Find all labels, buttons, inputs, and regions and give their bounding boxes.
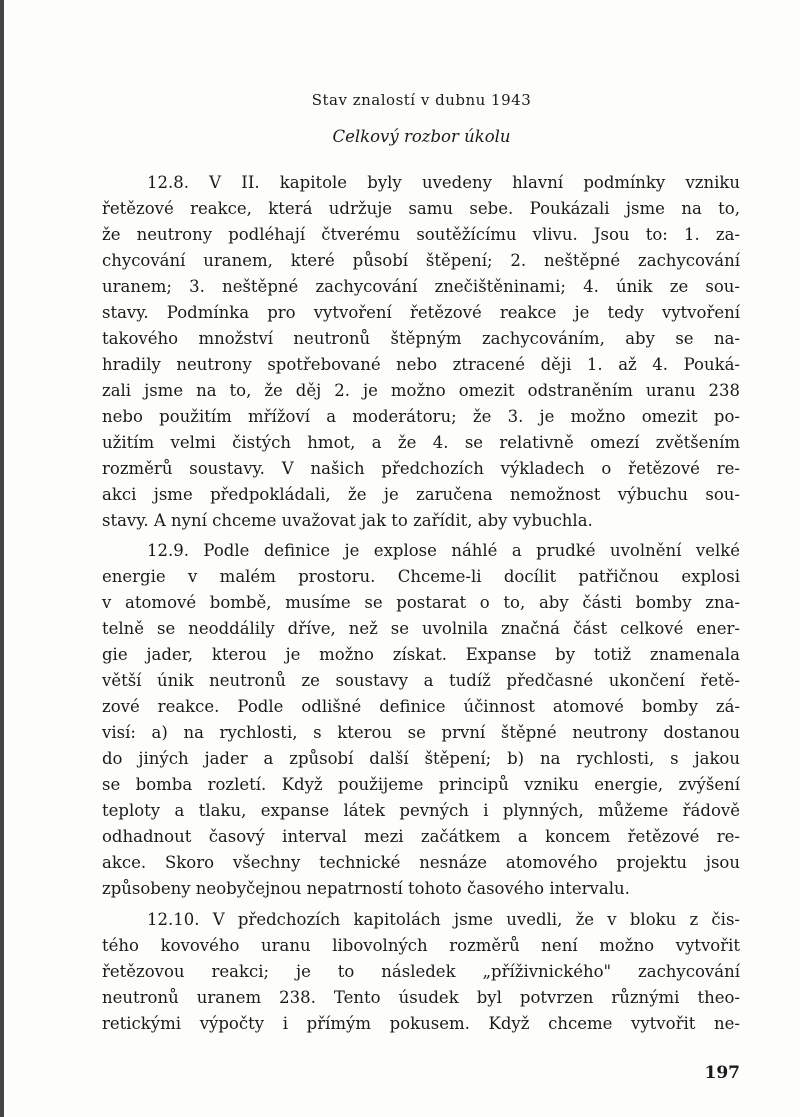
- section-title: Celkový rozbor úkolu: [332, 127, 511, 146]
- text-line: tého kovového uranu libovolných rozměrů není možno vytvořit: [102, 936, 740, 955]
- text-line: že neutrony podléhají čtverému soutěžícímu vlivu. Jsou to: 1. za-: [102, 225, 740, 244]
- text-line: stavy. A nyní chceme uvažovat jak to zařídit, aby vybuchla.: [102, 511, 593, 530]
- text-line: telně se neoddálily dříve, než se uvolnila značná část celkové ener-: [102, 619, 740, 638]
- text-line: akce. Skoro všechny technické nesnáze atomového projektu jsou: [102, 853, 740, 872]
- text-line: akci jsme předpokládali, že je zaručena nemožnost výbuchu sou-: [102, 485, 740, 504]
- text-line: chycování uranem, které působí štěpení; 2. neštěpné zachycování: [102, 251, 740, 270]
- text-line: retickými výpočty i přímým pokusem. Když chceme vytvořit ne-: [102, 1014, 740, 1033]
- running-head: Stav znalostí v dubnu 1943: [311, 91, 532, 109]
- text-line: 12.8. V II. kapitole byly uvedeny hlavní podmínky vzniku: [147, 173, 740, 192]
- page-binding-edge: [0, 0, 4, 1117]
- text-line: v atomové bombě, musíme se postarat o to, aby části bomby zna-: [102, 593, 740, 612]
- text-line: větší únik neutronů ze soustavy a tudíž předčasné ukončení řetě-: [102, 671, 740, 690]
- text-line: odhadnout časový interval mezi začátkem a koncem řetězové re-: [102, 827, 740, 846]
- text-line: zové reakce. Podle odlišné definice účinnost atomové bomby zá-: [102, 697, 740, 716]
- text-line: rozměrů soustavy. V našich předchozích výkladech o řetězové re-: [102, 459, 740, 478]
- text-line: neutronů uranem 238. Tento úsudek byl potvrzen různými theo-: [102, 988, 740, 1007]
- text-line: hradily neutrony spotřebované nebo ztracené ději 1. až 4. Pouká-: [102, 355, 740, 374]
- text-line: uranem; 3. neštěpné zachycování znečištěninami; 4. únik ze sou-: [102, 277, 740, 296]
- text-line: řetězové reakce, která udržuje samu sebe. Poukázali jsme na to,: [102, 199, 740, 218]
- text-line: visí: a) na rychlosti, s kterou se první štěpné neutrony dostanou: [102, 723, 740, 742]
- text-line: teploty a tlaku, expanse látek pevných i plynných, můžeme řádově: [102, 801, 740, 820]
- text-line: se bomba rozletí. Když použijeme principů vzniku energie, zvýšení: [102, 775, 740, 794]
- page-number: 197: [704, 1063, 740, 1083]
- text-line: do jiných jader a způsobí další štěpení; b) na rychlosti, s jakou: [102, 749, 740, 768]
- text-line: nebo použitím mřížoví a moderátoru; že 3. je možno omezit po-: [102, 407, 740, 426]
- text-line: zali jsme na to, že děj 2. je možno omezit odstraněním uranu 238: [102, 381, 740, 400]
- text-line: 12.10. V předchozích kapitolách jsme uvedli, že v bloku z čis-: [147, 910, 740, 929]
- text-line: gie jader, kterou je možno získat. Expanse by totiž znamenala: [102, 645, 740, 664]
- text-line: takového množství neutronů štěpným zachycováním, aby se na-: [102, 329, 740, 348]
- text-line: způsobeny neobyčejnou nepatrností tohoto časového intervalu.: [102, 879, 630, 898]
- text-line: řetězovou reakci; je to následek „příživnického" zachycování: [102, 962, 740, 981]
- text-line: energie v malém prostoru. Chceme-li docílit patřičnou explosi: [102, 567, 740, 586]
- text-line: 12.9. Podle definice je explose náhlé a prudké uvolnění velké: [147, 541, 740, 560]
- text-line: stavy. Podmínka pro vytvoření řetězové reakce je tedy vytvoření: [102, 303, 740, 322]
- text-line: užitím velmi čistých hmot, a že 4. se relativně omezí zvětšením: [102, 433, 740, 452]
